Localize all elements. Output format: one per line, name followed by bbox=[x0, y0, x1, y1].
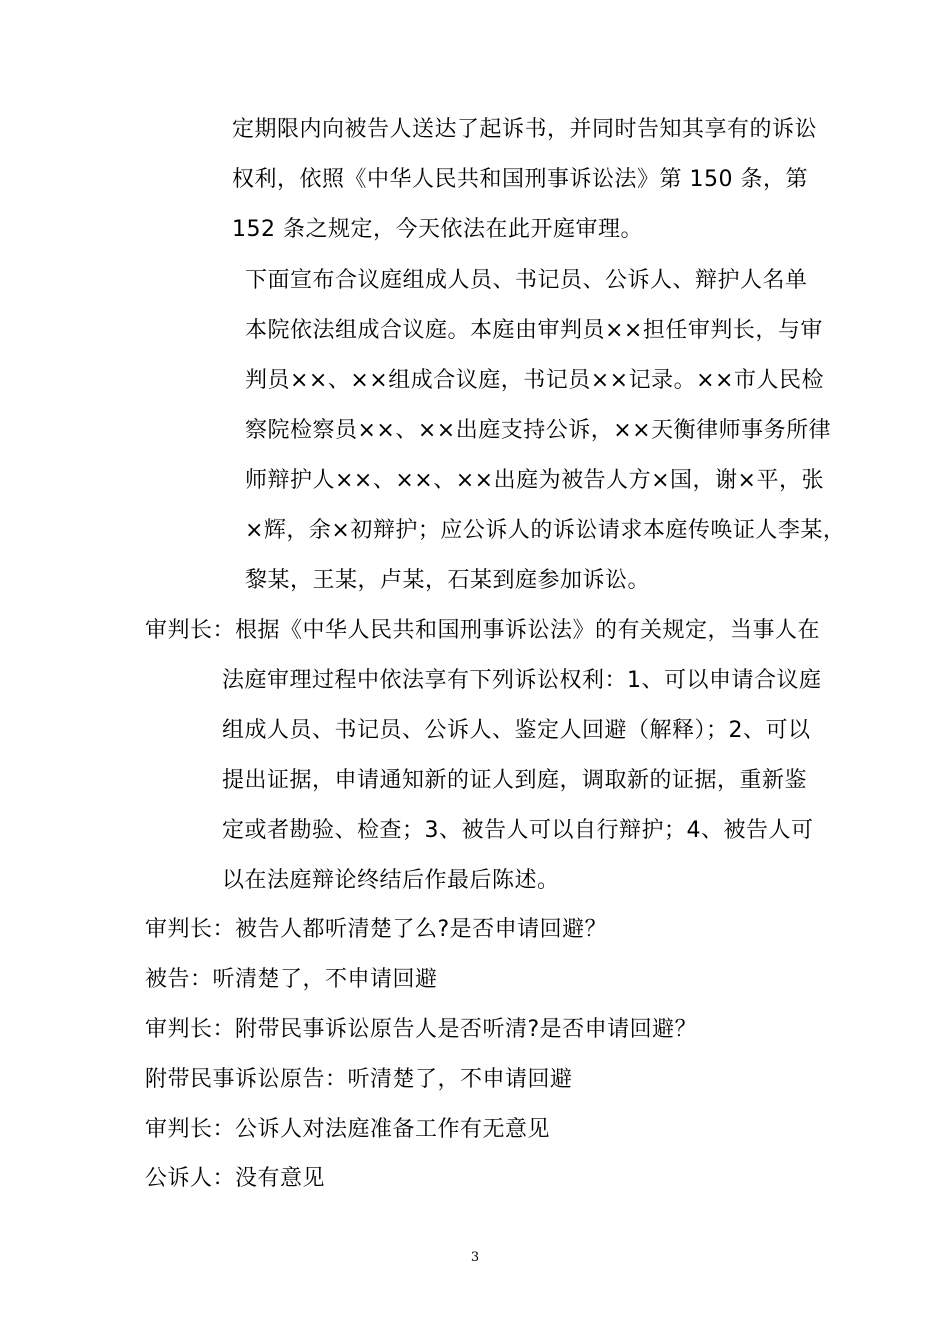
text-line: 152 条之规定，今天依法在此开庭审理。 bbox=[232, 217, 643, 242]
text-line: 本院依法组成合议庭。本庭由审判员××担任审判长，与审 bbox=[245, 318, 823, 343]
text-line: 下面宣布合议庭组成人员、书记员、公诉人、辩护人名单 bbox=[245, 268, 808, 293]
text-line: 判员××、××组成合议庭，书记员××记录。××市人民检 bbox=[245, 368, 824, 393]
speaker-line: 审判长：根据《中华人民共和国刑事诉讼法》的有关规定，当事人在 bbox=[145, 618, 821, 643]
speaker-line: 附带民事诉讼原告：听清楚了，不申请回避 bbox=[145, 1067, 573, 1092]
text-line: 黎某，王某，卢某，石某到庭参加诉讼。 bbox=[245, 568, 651, 593]
text-line: 师辩护人××、××、××出庭为被告人方×国，谢×平，张 bbox=[245, 468, 824, 493]
speaker-line: 审判长：附带民事诉讼原告人是否听清?是否申请回避？ bbox=[145, 1017, 698, 1042]
text-line: ×辉，余×初辩护；应公诉人的诉讼请求本庭传唤证人李某， bbox=[245, 518, 846, 543]
text-line: 权利，依照《中华人民共和国刑事诉讼法》第 150 条，第 bbox=[232, 167, 808, 192]
text-line: 定或者勘验、检查；3、被告人可以自行辩护；4、被告人可 bbox=[222, 818, 814, 843]
text-line: 提出证据，申请通知新的证人到庭，调取新的证据，重新鉴 bbox=[222, 768, 808, 793]
text-line: 组成人员、书记员、公诉人、鉴定人回避（解释）；2、可以 bbox=[222, 718, 811, 743]
speaker-line: 审判长：被告人都听清楚了么?是否申请回避？ bbox=[145, 917, 608, 942]
speaker-line: 审判长：公诉人对法庭准备工作有无意见 bbox=[145, 1117, 551, 1142]
speaker-line: 公诉人：没有意见 bbox=[145, 1166, 326, 1191]
text-line: 察院检察员××、××出庭支持公诉，××天衡律师事务所律 bbox=[245, 418, 832, 443]
text-line: 以在法庭辩论终结后作最后陈述。 bbox=[222, 868, 560, 893]
text-line: 定期限内向被告人送达了起诉书，并同时告知其享有的诉讼 bbox=[232, 117, 818, 142]
speaker-line: 被告：听清楚了，不申请回避 bbox=[145, 967, 438, 992]
page-number: 3 bbox=[470, 1250, 480, 1265]
text-line: 法庭审理过程中依法享有下列诉讼权利：1、可以申请合议庭 bbox=[222, 668, 822, 693]
